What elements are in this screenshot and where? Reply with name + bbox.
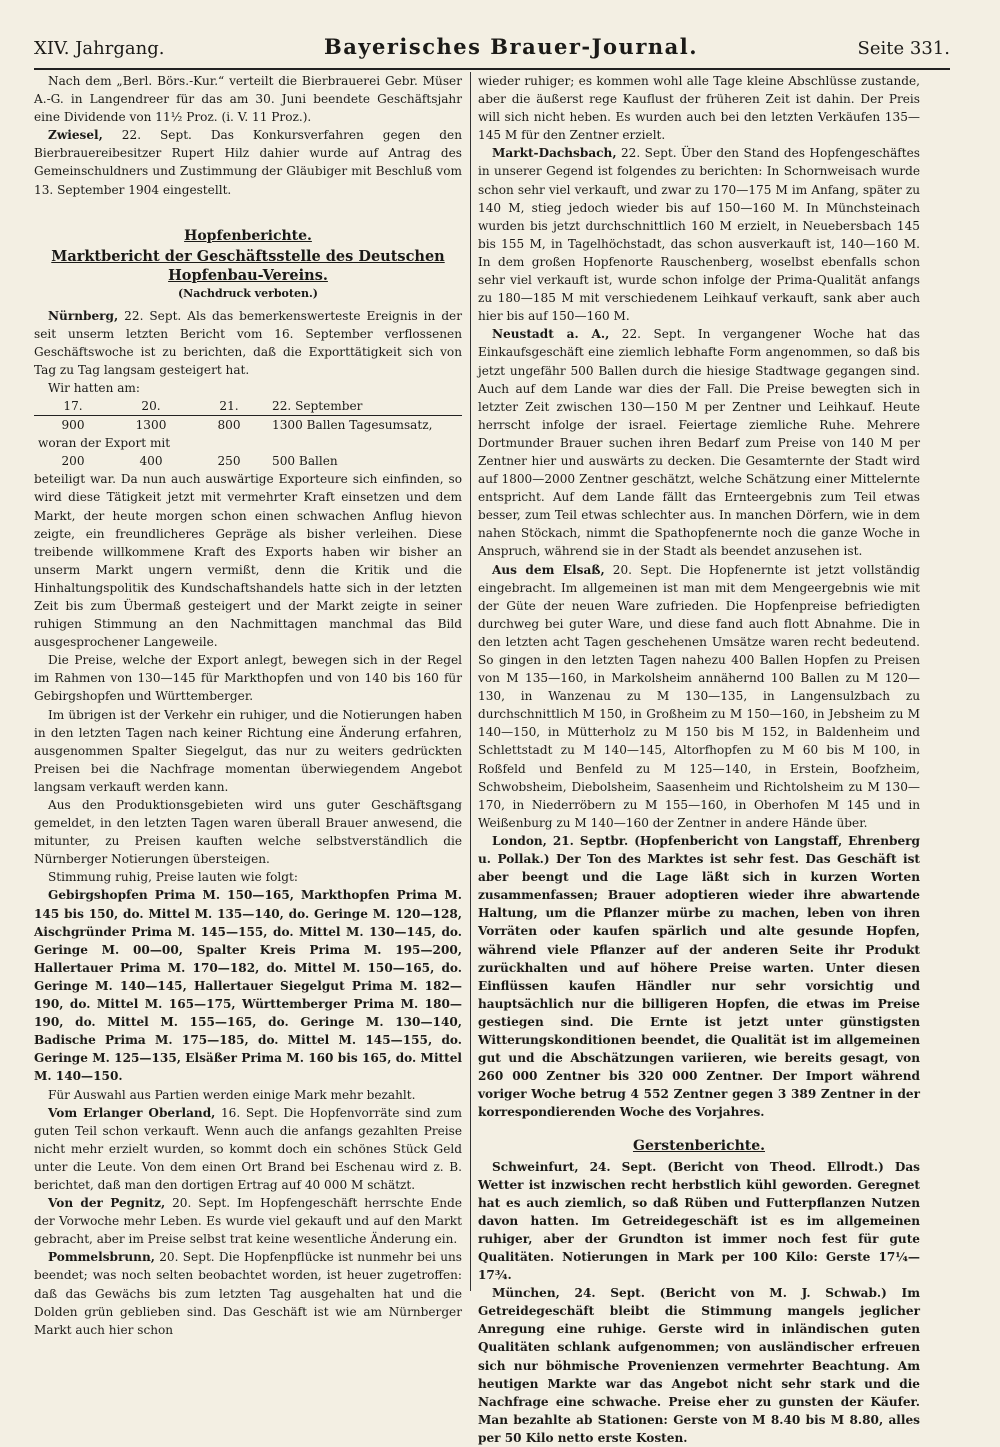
place-name: Nürnberg,	[48, 308, 119, 323]
paragraph	[34, 1104, 462, 1194]
section-heading-barley: Gerstenberichte.	[632, 1138, 765, 1155]
table-cell: 400	[139, 454, 163, 469]
page-header	[34, 34, 950, 70]
table-cell: 21.	[190, 397, 268, 416]
table-cell: 17.	[34, 397, 112, 416]
paragraph-text: 22. Sept. Das Konkursverfahren gegen den Bierbrauereibesitzer Rupert Hilz dahier wurde auf Antrag des Gemeinschuldners und Zustimmung der Gläubiger mit Beschluß vom 13. September 1904 eingestellt.	[34, 128, 462, 197]
page-number: Seite 331.	[857, 38, 950, 59]
turnover-table	[34, 397, 462, 470]
paragraph	[478, 144, 920, 325]
left-column	[34, 72, 462, 1337]
table-cell: 20.	[112, 397, 190, 416]
paragraph-text: 22. Sept. In vergangener Woche hat das Einkaufsgeschäft eine ziemlich lebhafte Form angenommen, so daß bis jetzt ungefähr 500 Ballen durch die hiesige Stadtwage gegangen sind. Auch auf dem Lande war dies der Fall. Die Preise bewegten sich in letzter Zeit zwischen 130—150 M per Zentner und Leihkauf. Heute herrscht infolge der israel. Feiertage ziemliche Ruhe. Mehrere Dortmunder Brauer suchen ihren Bedarf zum Preise von 140 M per Zentner hier und auswärts zu decken. Die Gesamternte der Stadt wird auf 1800—2000 Zentner geschätzt, welche Schätzung einer Mittelernte entspricht. Auf dem Lande fällt das Ernteergebnis zum Teil etwas besser, zum Teil etwas schlechter aus. In manchen Dörfern, wie in dem nahen Stöckach, nimmt die Spathopfenernte noch die ganze Woche in Anspruch, während sie in der Stadt als beendet anzusehen ist.	[478, 327, 920, 559]
place-name: München,	[492, 1286, 560, 1301]
paragraph-text: 21. Septbr. (Hopfenbericht von Langstaff, Ehrenberg u. Pollak.) Der Ton des Marktes ist sehr fest. Das Geschäft ist aber beengt und die Lage läßt sich in kurzen Worten zusammenfassen; Brauer adoptieren wieder ihre abwartende Haltung, um die Pflanzer mürbe zu machen, leben von ihren Vorräten oder kaufen spärlich und alte gesunde Hopfen, während viele Pflanzer auf der anderen Seite ihr Produkt zurückhalten und auf höhere Preise warten. Unter diesen Einflüssen kaufen Händler nur sehr vorsichtig und hauptsächlich nur die billigeren Hopfen, die etwas im Preise gestiegen sind. Die Ernte ist jetzt unter günstigsten Witterungskonditionen beendet, die Qualität ist im allgemeinen gut und die Abschätzungen variieren, wie bereits gesagt, von 260 000 Zentner bis 320 000 Zentner. Der Import während voriger Woche betrug 4 552 Zentner gegen 3 389 Zentner in der korrespondierenden Woche des Vorjahres.	[478, 833, 920, 1120]
paragraph-text: 20. Sept. Die Hopfenernte ist jetzt vollständig eingebracht. Im allgemeinen ist man mit dem Mengeergebnis wie mit der Güte der neuen Ware zufrieden. Die Hopfenpreise befriedigten durchweg bei guter Ware, und diese fand auch flott Abnahme. Die in den letzten acht Tagen geschehenen Umsätze waren recht bedeutend. So gingen in den letzten Tagen nahezu 400 Ballen Hopfen zu Preisen von M 135—160, in Markolsheim annähernd 100 Ballen zu M 120—130, in Wanzenau zu M 130—135, in Langensulzbach zu durchschnittlich M 150, in Großheim zu M 150—160, in Jebsheim zu M 140—150, in Mütterholz zu M 150 bis M 152, in Baldenheim und Schlettstadt zu M 140—145, Altorfhopfen zu M 60 bis M 100, in Roßfeld und Benfeld zu M 125—140, in Erstein, Boofzheim, Schwobsheim, Diebolsheim, Saasenheim und Richtolsheim zu M 130—170, in Niederröbern zu M 155—160, in Oberhofen M 145 und in Weißenburg zu M 140—160 der Zentner in andere Hände über.	[478, 562, 921, 830]
paragraph-text: 22. Sept. Über den Stand des Hopfengeschäftes in unserer Gegend ist folgendes zu berichten: In Schornweisach wurde schon sehr viel verkauft, und zwar zu 170—175 M im Anfang, später zu 140 M, stieg jedoch wieder bis auf 150—160 M. In Münchsteinach wurden bis jetzt durchschnittlich 160 M erzielt, in Neuebersbach 145 bis 155 M, in Tagelhöchstadt, das schon ausverkauft ist, 140—160 M. In dem großen Hopfenorte Rauschenberg, woselbst ebenfalls schon sehr viel verkauft ist, wurde schon infolge der Prima-Qualität anfangs zu 180—185 M mit verschiedenem Leihkauf verkauft, sank aber auch hier bis auf 150—160 M.	[478, 146, 920, 324]
paragraph	[478, 1284, 920, 1447]
spacer	[34, 199, 462, 219]
paragraph	[34, 1248, 462, 1338]
paragraph	[478, 561, 920, 832]
table-cell: 500 Ballen	[272, 454, 338, 469]
volume-label: XIV. Jahrgang.	[34, 38, 165, 59]
paragraph	[478, 1158, 920, 1285]
paragraph	[34, 126, 462, 198]
paragraph: Aus den Produktionsgebieten wird uns guter Geschäftsgang gemeldet, in den letzten Tagen waren überall Brauer anwesend, die mitunter, zu Preisen kauften welche selbstverständlich die Nürnberger Notierungen übersteigen.	[34, 798, 462, 867]
place-name: Aus dem Elsaß,	[492, 562, 605, 577]
paragraph-text: 24. Sept. (Bericht von Theod. Ellrodt.) Das Wetter ist inzwischen recht herbstlich kühl geworden. Geregnet hat es auch ziemlich, so daß Rüben und Futterpflanzen Nutzen davon hatten. Im Getreidegeschäft ist es im allgemeinen ruhiger, aber der Grundton ist immer noch fest für gute Qualitäten. Notierungen in Mark per 100 Kilo: Gerste 17¼—17¾.	[478, 1159, 920, 1283]
table-cell: 900	[61, 418, 85, 433]
paragraph-text: 16. Sept. Die Hopfenvorräte sind zum guten Teil schon verkauft. Wenn auch die anfangs gezahlten Preise nicht mehr erzielt wurden, so kommt doch ein schönes Stück Geld unter die Leute. Von dem einen Ort Brand bei Eschenau wird z. B. berichtet, daß man den dortigen Ertrag auf 40 000 M schätzt.	[34, 1105, 462, 1192]
paragraph: wieder ruhiger; es kommen wohl alle Tage kleine Abschlüsse zustande, aber die äußerst rege Kauflust der früheren Zeit ist dahin. Der Preis will sich nicht heben. Es wurden auch bei den letzten Verkäufen 135—145 M für den Zentner erzielt.	[478, 74, 920, 143]
section-subheading-market: Marktbericht der Geschäftsstelle des Deutschen Hopfenbau-Vereins.	[51, 247, 445, 284]
place-name: Markt-Dachsbach,	[492, 146, 617, 161]
table-row	[34, 434, 462, 452]
paragraph: Für Auswahl aus Partien werden einige Mark mehr bezahlt.	[48, 1087, 416, 1102]
table-cell: 250	[217, 454, 241, 469]
paragraph	[478, 832, 920, 1122]
place-name: Zwiesel,	[48, 128, 103, 143]
table-cell: 22. September	[268, 397, 462, 416]
paragraph	[34, 1194, 462, 1248]
table-cell: 1300 Ballen Tagesumsatz,	[272, 418, 433, 433]
paragraph	[478, 325, 920, 560]
reprint-note: (Nachdruck verboten.)	[177, 286, 319, 300]
place-name: Vom Erlanger Oberland,	[48, 1105, 216, 1120]
paragraph: Wir hatten am:	[48, 381, 140, 396]
table-row	[34, 416, 462, 435]
table-header-row	[34, 397, 462, 416]
paragraph	[34, 307, 462, 379]
paragraph: beteiligt war. Da nun auch auswärtige Exporteure sich einfinden, so wird diese Tätigkeit jetzt mit vermehrter Kraft einsetzen und dem Markt, der heute morgen schon einen schwachen Anflug hievon zeigte, ein freundlicheres Gepräge als bisher verleihen. Diese treibende willkommene Kraft des Exports haben wir bisher an unserm Markt ungern vermißt, denn die Kritik und die Hinhaltungspolitik des Kundschaftshandels hatte sich in der letzten Zeit bis zum Übermaß gesteigert und der Markt zeigte in seiner ruhigen Stimmung an den Nachmittagen manchmal das Bild ausgesprochener Langeweile.	[34, 472, 462, 650]
right-column	[478, 72, 921, 1445]
table-cell: 1300	[135, 418, 167, 433]
table-row	[34, 452, 462, 470]
table-cell: 200	[61, 454, 85, 469]
price-list: Gebirgshopfen Prima M. 150—165, Markthopfen Prima M. 145 bis 150, do. Mittel M. 135—140, do. Geringe M. 120—128, Aischgründer Prima M. 145—155, do. Mittel M. 130—145, do. Geringe M. 00—00, Spalter Kreis Prima M. 195—200, Hallertauer Prima M. 170—182, do. Mittel M. 150—165, do. Geringe M. 140—145, Hallertauer Siegelgut Prima M. 182—190, do. Mittel M. 165—175, Württemberger Prima M. 180—190, do. Mittel M. 155—165, do. Geringe M. 130—140, Badische Prima M. 175—185, do. Mittel M. 145—155, do. Geringe M. 125—135, Elsäßer Prima M. 160 bis 165, do. Mittel M. 140—150.	[34, 888, 462, 1084]
section-heading-hops: Hopfenberichte.	[184, 227, 312, 244]
paragraph: Nach dem „Berl. Börs.-Kur.“ verteilt die Bierbrauerei Gebr. Müser A.-G. in Langendreer für das am 30. Juni beendete Geschäftsjahr eine Dividende von 11½ Proz. (i. V. 11 Proz.).	[34, 74, 462, 125]
paragraph-text: 20. Sept. Die Hopfenpflücke ist nunmehr bei uns beendet; was noch selten beobachtet worden, ist heuer zugetroffen: daß das Gewächs bis zum letzten Tag ausgehalten hat und die Dolden grün geblieben sind. Das Geschäft ist wie am Nürnberger Markt auch hier schon	[34, 1250, 462, 1337]
paragraph-text: 24. Sept. (Bericht von M. J. Schwab.) Im Getreidegeschäft bleibt die Stimmung mangels jeglicher Anregung eine ruhige. Gerste wird in inländischen guten Qualitäten schlank aufgenommen; von ausländischer erfreuen sich nur böhmische Provenienzen vermehrter Beachtung. Am heutigen Markte war das Angebot nicht sehr stark und die Nachfrage eine schwache. Preise eher zu gunsten der Käufer. Man bezahlte ab Stationen: Gerste von M 8.40 bis M 8.80, alles per 50 Kilo netto erste Kosten.	[478, 1286, 920, 1445]
paragraph: Stimmung ruhig, Preise lauten wie folgt:	[48, 870, 298, 885]
spacer	[478, 1121, 920, 1129]
paragraph-text: 20. Sept. Im Hopfengeschäft herrschte Ende der Vorwoche mehr Leben. Es wurde viel gekauft und auf den Markt gebracht, aber im Preise selbst trat keine wesentliche Änderung ein.	[34, 1196, 462, 1247]
paragraph: Die Preise, welche der Export anlegt, bewegen sich in der Regel im Rahmen von 130—145 für Markthopfen und von 140 bis 160 für Gebirgshopfen und Württemberger.	[34, 653, 462, 704]
journal-title: Bayerisches Brauer-Journal.	[323, 34, 699, 59]
table-cell: woran der Export mit	[38, 436, 171, 451]
paragraph: Im übrigen ist der Verkehr ein ruhiger, und die Notierungen haben in den letzten Tagen nach keiner Richtung eine Änderung erfahren, ausgenommen Spalter Siegelgut, das nur zu weiters gedrückten Preisen bei die Nachfrage momentan überwiegendem Angebot langsam verkauft werden kann.	[34, 707, 462, 794]
place-name: Schweinfurt,	[492, 1159, 579, 1174]
place-name: London,	[492, 833, 547, 848]
column-divider	[470, 72, 471, 1291]
place-name: Von der Pegnitz,	[48, 1196, 166, 1211]
paragraph-text: 22. Sept. Als das bemerkenswerteste Ereignis in der seit unserm letzten Bericht vom 16. September verflossenen Geschäftswoche ist zu berichten, daß die Exporttätigkeit sich von Tag zu Tag langsam gesteigert hat.	[34, 308, 462, 378]
place-name: Neustadt a. A.,	[492, 327, 610, 342]
place-name: Pommelsbrunn,	[48, 1250, 155, 1265]
table-cell: 800	[217, 418, 241, 433]
